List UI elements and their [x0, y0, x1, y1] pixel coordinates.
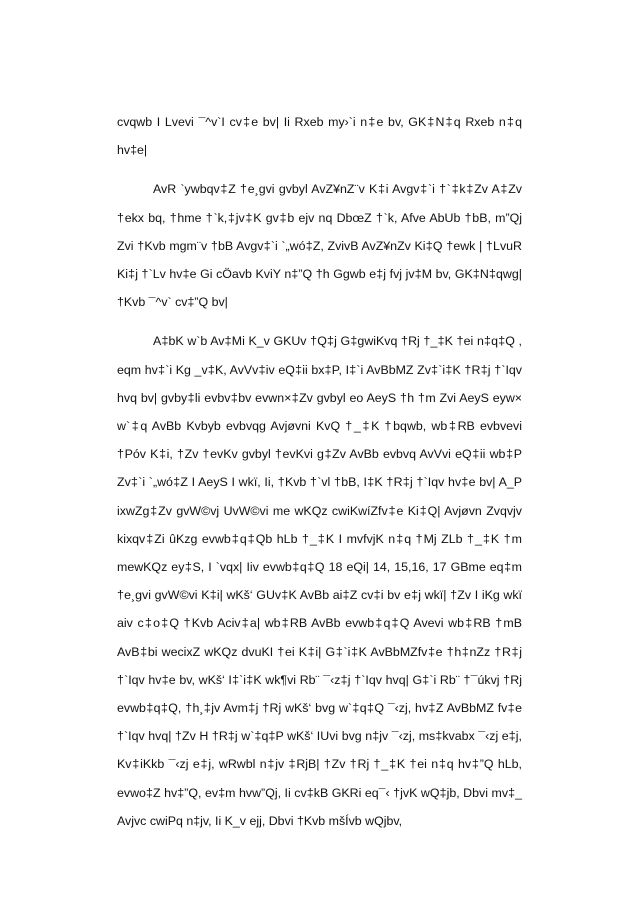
paragraph-3: A‡bK w`b Av‡Mi K_v GKUv †Q‡j G‡gwiKvq †Rj †_‡K †ei n‡q‡Q , eqm hv‡`i Kg _v‡K, AvVv‡iv eQ‡ii bx‡P, I‡`i AvBbMZ Zv‡`i‡K †R‡j †`Iqv hvq bv| gvby‡li evbv‡bv evwn×‡Zv gvbyl eo AeyS †h †m Zvi AeyS eyw× w`‡q AvBb Kvbyb evbvqg Avjøvni KvQ †_‡K †bqwb, wb‡RB evbvevi †Póv K‡i, †Zv †evKv gvbyl †evKvi g‡Zv AvBb evbvq AvVvi eQ‡ii wb‡P Zv‡`i `„wó‡Z I AeyS I wkï, Ii, †Kvb †`vl †bB, I‡K †R‡j †`Iqv hv‡e bv| A_P ixwZg‡Zv gvW©vj UvW©vi me wKQz cwiKwíZfv‡e Ki‡Q| Avjøvn Zvqvjv kixqv‡Zi ûKzg evwb‡q‡Qb hLb †_‡K I mvfvjK n‡q †Mj ZLb †_‡K †m mewKQz ey‡S, I `vqx| Iiv evwb‡q‡Q 18 eQi| 14, 15,16, 17 GBme eq‡m †e¸gvi gvW©vi K‡i| wKš‘ GUv‡K AvBb ai‡Z cv‡i bv e‡j wkï| †Zv I iKg wkï aiv c‡o‡Q †Kvb Aciv‡a| wb‡RB AvBb evwb‡q‡Q Avevi wb‡RB †mB AvB‡bi wecixZ wKQz dvuKI †ei K‡i| G‡`i‡K AvBbMZfv‡e †h‡nZz †R‡j †`Iqv hv‡e bv, wKš‘ I‡`i‡K wk¶vi Rb¨ ¯‹z‡j †`Iqv hvq| G‡`i Rb¨ †¯úkvj †Rj evwb‡q‡Q, †h¸‡jv Avm‡j †Rj wKš‘ bvg w`‡q‡Q ¯‹zj, hv‡Z AvBbMZ fv‡e †`Iqv hvq| †Zv H †R‡j w`‡q‡P wKš‘ IUvi bvg n‡jv ¯‹zj, ms‡kvabx ¯‹zj e‡j, Kv‡iKkb ¯‹zj e‡j, wRwbl n‡jv ‡RjB| †Zv †Rj †_‡K †ei n‡q hv‡”Q hLb, evwo‡Z hv‡”Q, ev‡m hvw”Qj, Ii cv‡kB GKRi eq¯‹ †jvK wQ‡jb, Dbvi mv‡_ Avjvc cwiPq n‡jv, Ii K_v ejj, Dbvi †Kvb mšÍvb wQjbv,	[117, 334, 522, 828]
paragraph-2: AvR `ywbqv‡Z †e¸gvi gvbyl AvZ¥nZ¨v K‡i Avgv‡`i †`‡k‡Zv A‡Zv †ekx bq, †hme †`k,‡jv‡K gv‡b ejv nq DbœZ †`k, Afve AbUb †bB, m”Qj Zvi †Kvb mgm¨v †bB Avgv‡`i `„wó‡Z, ZvivB AvZ¥nZv Ki‡Q †ewk | †LvuR Ki‡j †`Lv hv‡e Gi cÖavb KviY n‡”Q †h Ggwb e‡j fvj jv‡M bv, GK‡N‡qwg| †Kvb ¯^v` cv‡”Q bv|	[117, 182, 522, 310]
body-text	[117, 108, 522, 835]
paragraph-1: cvqwb I Lvevi ¯^v`I cv‡e bv| Ii Rxeb my›`i n‡e bv, GK‡N‡q Rxeb n‡q hv‡e|	[117, 115, 522, 158]
